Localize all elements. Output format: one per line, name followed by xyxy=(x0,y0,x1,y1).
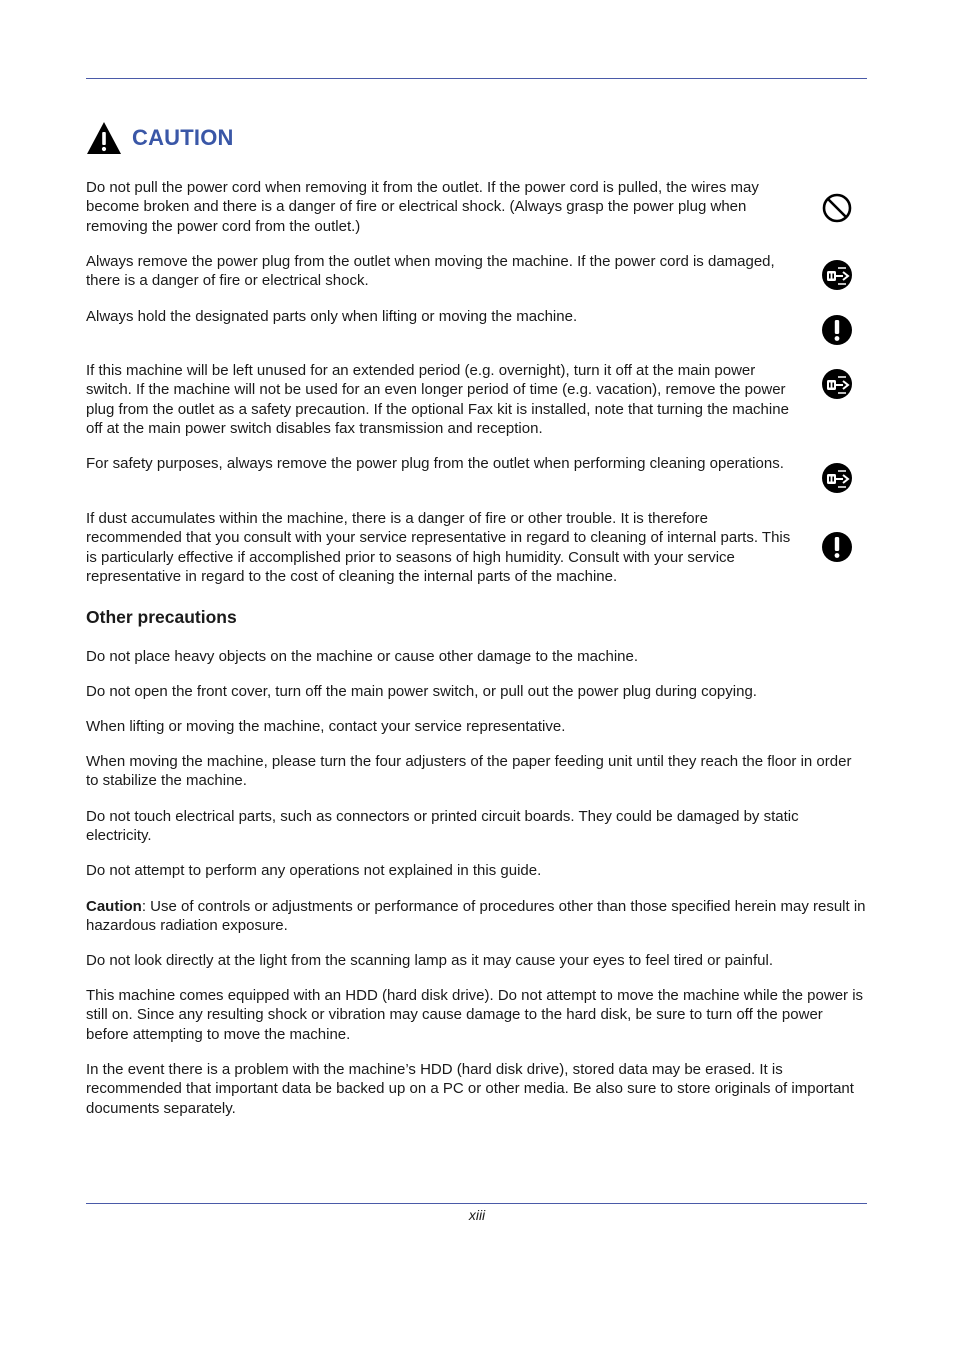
precaution-item: This machine comes equipped with an HDD (hard disk drive). Do not attempt to move the machine while the power is still on. Since any resulting shock or vibration may cause damage to the hard disk, be sure to turn off the power before attempting to move the machine. xyxy=(86,987,864,1043)
unplug-icon xyxy=(821,259,853,291)
caution-item-2: Always remove the power plug from the outlet when moving the machine. If the power cord is damaged, there is a danger of fire or electrical shock. xyxy=(86,253,775,290)
mandatory-exclamation-icon xyxy=(821,531,853,563)
precaution-item: Do not touch electrical parts, such as connectors or printed circuit boards. They could be damaged by static electricity. xyxy=(86,808,799,845)
caution-item-4: If this machine will be left unused for an extended period (e.g. overnight), turn it off at the main power switch. If the machine will not be used for an even longer period of time (e.g. vacation), remove the power plug from the outlet as a safety precaution. If the optional Fax kit is installed, note that turning the machine off at the main power switch disables fax transmission and reception. xyxy=(86,362,789,437)
unplug-icon xyxy=(821,462,853,494)
mandatory-exclamation-icon xyxy=(821,314,853,346)
caution-item-5: For safety purposes, always remove the power plug from the outlet when performing cleaning operations. xyxy=(86,455,784,472)
warning-triangle-icon xyxy=(86,121,122,155)
caution-item-6: If dust accumulates within the machine, there is a danger of fire or other trouble. It is therefore recommended that you consult with your service representative in regard to cleaning of internal parts. This is particularly effective if accomplished prior to seasons of high humidity. Consult with your service representative in regard to the cost of cleaning the internal parts of the machine. xyxy=(86,510,791,585)
unplug-icon xyxy=(821,368,853,400)
caution-note-label: Caution xyxy=(86,898,142,915)
prohibited-icon xyxy=(821,192,853,224)
header-rule xyxy=(86,78,867,79)
caution-item-1: Do not pull the power cord when removing it from the outlet. If the power cord is pulled, the wires may become broken and there is a danger of fire or electrical shock. (Always grasp the power plug when removing the power cord from the outlet.) xyxy=(86,179,759,235)
precaution-item: When lifting or moving the machine, contact your service representative. xyxy=(86,718,566,735)
precaution-item: In the event there is a problem with the machine’s HDD (hard disk drive), stored data may be erased. It is recommended that important data be backed up on a PC or other media. Be also sure to store originals of important documents separately. xyxy=(86,1061,854,1117)
caution-heading xyxy=(86,118,234,158)
precaution-item: Do not place heavy objects on the machine or cause other damage to the machine. xyxy=(86,648,639,665)
precaution-item: Do not open the front cover, turn off the main power switch, or pull out the power plug during copying. xyxy=(86,683,757,700)
page-number: xiii xyxy=(468,1207,486,1223)
caution-note xyxy=(86,897,866,936)
precaution-item: Do not attempt to perform any operations not explained in this guide. xyxy=(86,862,542,879)
caution-title: CAUTION xyxy=(132,125,234,150)
other-precautions-heading: Other precautions xyxy=(86,607,237,627)
precaution-item: When moving the machine, please turn the four adjusters of the paper feeding unit until they reach the floor in order to stabilize the machine. xyxy=(86,753,852,790)
caution-note-text: : Use of controls or adjustments or performance of procedures other than those specified herein may result in hazardous radiation exposure. xyxy=(86,898,866,935)
precaution-item: Do not look directly at the light from the scanning lamp as it may cause your eyes to feel tired or painful. xyxy=(86,952,774,969)
caution-item-3: Always hold the designated parts only when lifting or moving the machine. xyxy=(86,308,578,325)
footer-rule xyxy=(86,1203,867,1204)
